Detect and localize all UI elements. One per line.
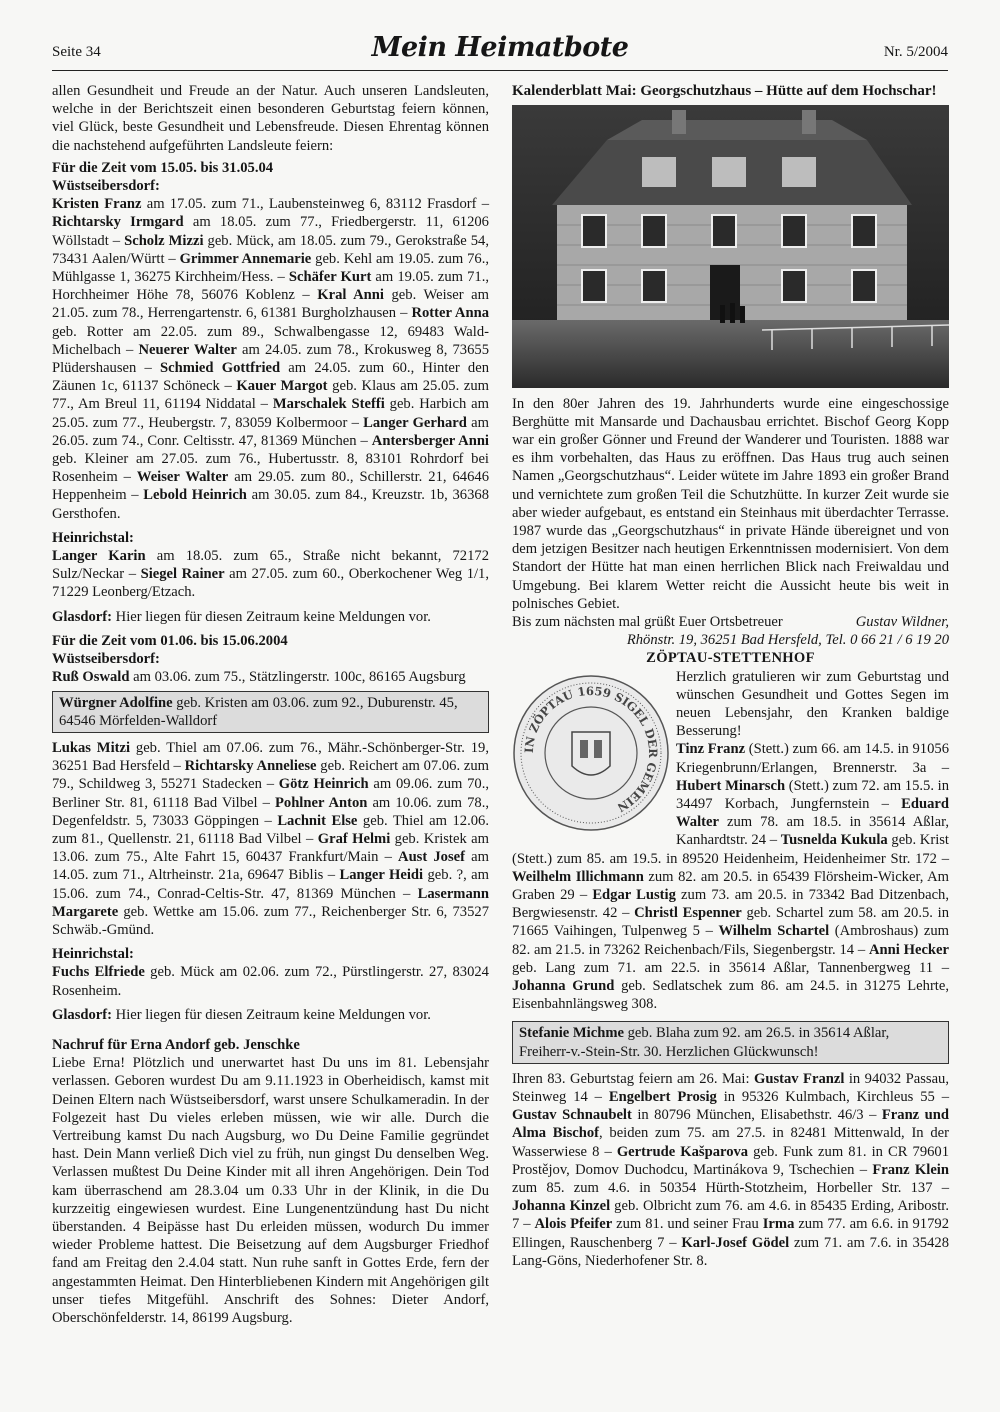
person-details: in 95326 Kulmbach, Kirchleus 55 – (716, 1089, 950, 1106)
person-details: am 14.05. zum 71., Altrheinstr. 21a, 69647 Biblis – (52, 849, 489, 884)
period-heading-2: Für die Zeit vom 01.06. bis 15.06.2004 (52, 632, 288, 649)
highlight-box-michme: Stefanie Michme geb. Blaha zum 92. am 26.5. in 35614 Aßlar, Freiherr-v.-Stein-Str. 30. Herzlichen Glückwunsch! (512, 1021, 949, 1063)
issue-number: Nr. 5/2004 (883, 44, 948, 60)
person-name: Gustav Schnaubelt (512, 1107, 632, 1124)
person-name: Langer Gerhard (363, 414, 467, 431)
person-details: geb. Mück, am 18.05. zum 79., Gerokstraße 54, 73431 Aalen/Württ – (52, 232, 489, 267)
glasdorf-note-1: Glasdorf: Hier liegen für diesen Zeitraum keine Meldungen vor. (52, 608, 431, 625)
person-name: Lebold Heinrich (143, 487, 247, 504)
person-details: in 80796 München, Elisabethstr. 46/3 – (631, 1107, 882, 1124)
person-name: Schmied Gottfried (160, 360, 281, 377)
person-details: geb. Thiel am 07.06. zum 76., Mähr.-Schönberger-Str. 19, 36251 Bad Hersfeld – (52, 739, 489, 775)
person-details: zum 71. am 7.6. in 35428 Lang-Göns, Niederhofener Str. 8. (512, 1234, 949, 1269)
person-details: zum 81. und seiner Frau (612, 1216, 763, 1233)
house-photo-graphic (512, 105, 949, 388)
person-name: Langer Heidi (339, 867, 424, 884)
signature-address: Rhönstr. 19, 36251 Bad Hersfeld, Tel. 0 66 21 / 6 19 20 (626, 632, 949, 649)
person-details: geb. Wettke am 15.06. zum 77., Reichenberger Str. 6, 73527 Schwäb.-Gmünd. (52, 903, 489, 938)
person-details: geb. Rotter am 22.05. zum 89., Schwalbengasse 12, 69483 Wald-Michelbach – (52, 323, 489, 358)
person-name: Wilhelm Schartel (718, 923, 830, 940)
person-details: geb. Weiser am 21.05. zum 78., Herrengartenstr. 6, 61381 Burgholzhausen – (52, 287, 489, 322)
zoeptau-section (512, 668, 949, 1014)
person-name: Fuchs Elfriede (52, 964, 145, 981)
place-heading-wuestseibersdorf-1: Wüstseibersdorf: (52, 178, 160, 195)
person-details: geb. Krist (Stett.) zum 85. am 19.5. in 89520 Heidenheim, Heidenheimer Str. 172 – (512, 832, 949, 867)
person-details: geb. Funk zum 81. in CR 79601 Prostějov, Domov Duchodcu, Martinákova 9, Tschechien – (512, 1143, 950, 1178)
person-details: geb. Schartel zum 58. am 20.5. in 71665 Vaihingen, Tulpenweg 5 – (512, 905, 950, 940)
zoeptau-seal-image (512, 674, 670, 832)
person-details: am 18.05. zum 77., Friedbergerstr. 11, 61206 Wöllstadt – (52, 214, 489, 249)
person-name: Schäfer Kurt (288, 269, 372, 286)
person-details: am 03.06. zum 75., Stätzlingerstr. 100c, 86165 Augsburg (129, 669, 466, 686)
person-details: am 29.05. zum 80., Schillerstr. 21, 64646 Heppenheim – (52, 469, 489, 504)
person-name: Lasermann Margarete (52, 885, 489, 920)
person-details: zum 78. am 18.5. in 35614 Aßlar, Kanhardtstr. 24 – (676, 814, 949, 849)
person-details: am 18.05. zum 65., Straße nicht bekannt, 72172 Sulz/Neckar – (52, 548, 489, 583)
person-details: (Stett.) zum 72. am 15.5. in 34497 Korbach, Jungfernstein – (676, 777, 949, 812)
person-name: Marschalek Steffi (272, 396, 385, 413)
person-name: Franz Klein (872, 1161, 949, 1178)
glasdorf-note-2: Glasdorf: Hier liegen für diesen Zeitraum keine Meldungen vor. (52, 1006, 431, 1023)
calendar-text: In den 80er Jahren des 19. Jahrhunderts wurde eine eingeschossige Berghütte mit Mansarde und Dachausbau errichtet. Bischof Georg Kopp war ein großer Gönner und Freund der Wanderer und Touristen. 1888 war es ihm vorbehalten, das Haus zu eröffnen. Das Haus trug auch seinen Namen „Georgschutzhaus“. Leider wütete im Jahre 1893 ein großer Brand und vernichtete zum großen Teil die Schutzhütte. In kurzer Zeit wurde sie aber wieder aufgebaut, es entstand ein Steinhaus mit überdachter Terrasse. 1987 wurde das „Georgschutzhaus“ in private Hände übereignet und von dem jetzigen Besitzer nach heutigen Erkenntnissen modernisiert. Von dem Standort der Hütte hat man einen herrlichen Blick nach Freiwaldau und Umgebung. Bei klarem Wetter reicht die Aussicht heute bis weit in polnisches Gebiet. (512, 395, 949, 612)
person-details: geb. Harbich am 25.05. zum 77., Heubergstr. 7, 83059 Kolbermoor – (52, 396, 489, 431)
person-name: Tinz Franz (676, 741, 746, 758)
person-name: Antersberger Anni (371, 432, 489, 449)
place-heading-wuestseibersdorf-2: Wüstseibersdorf: (52, 651, 160, 668)
person-details: geb. Olbricht zum 76. am 4.6. in 85435 Erding, Aribostr. 7 – (512, 1198, 949, 1233)
person-details: geb. Thiel am 12.06. zum 81., Quellenstr. 21, 61118 Bad Vilbel – (52, 812, 489, 847)
person-name: Langer Karin (52, 548, 146, 565)
person-details: geb. Lang zum 71. am 22.5. in 35614 Aßlar, Tannenbergweg 11 – (512, 959, 949, 976)
person-details: am 17.05. zum 71., Laubensteinweg 6, 83112 Frasdorf – (141, 196, 489, 213)
person-details: (Stett.) zum 66. am 14.5. in 91056 Kriegenbrunn/Erlangen, Brennerstr. 3a – (676, 741, 949, 776)
person-name: Siegel Rainer (140, 566, 225, 583)
person-name: Gertrude Kašparova (616, 1143, 749, 1160)
person-name: Kauer Margot (236, 378, 328, 395)
person-name: Richtarsky Irmgard (52, 214, 184, 231)
person-name: Ruß Oswald (52, 669, 130, 686)
birthday-list-wuest-1 (52, 195, 489, 523)
person-details: geb. Klaus am 25.05. zum 77., Am Breul 11, 61194 Niddatal – (52, 378, 489, 413)
person-name: Eduard Walter (676, 795, 949, 831)
person-details: am 10.06. zum 78., Degenfeldstr. 5, 73033 Göppingen – (52, 794, 489, 829)
person-details: geb. Kleiner am 27.05. zum 76., Hubertusstr. 8, 83101 Rohrdorf bei Rosenheim – (52, 451, 489, 486)
period-heading-1: Für die Zeit vom 15.05. bis 31.05.04 (52, 159, 274, 176)
zoeptau-intro: Herzlich gratulieren wir zum Geburtstag und wünschen Gesundheit und Gottes Segen im neuen Lebensjahr, den Kranken baldige Besserung! (676, 668, 949, 740)
person-name: Pohlner Anton (274, 794, 368, 811)
left-column (52, 82, 489, 1327)
person-name: Götz Heinrich (278, 776, 369, 793)
person-name: Neuerer Walter (138, 341, 237, 358)
person-name: Franz und Alma Bischof (512, 1107, 949, 1142)
masthead-title: Mein Heimatbote (371, 32, 629, 63)
place-heading-heinrichstal-2: Heinrichstal: (52, 946, 134, 963)
person-name: Aust Josef (398, 849, 465, 866)
person-name: Weilhelm Illichmann (512, 868, 644, 885)
page-number: Seite 34 (52, 44, 101, 60)
person-name: Scholz Mizzi (124, 232, 204, 249)
person-name: Weiser Walter (136, 469, 229, 486)
obituary-text: Liebe Erna! Plötzlich und unerwartet hast Du uns im 81. Lebensjahr verlassen. Geboren wurdest Du am 9.11.1923 in Oberheidisch, kamst mit Deinen Eltern nach Wüstseibersdorf, warst unsere Schulkameradin. In der Folgezeit hast Du vieles erleben müssen, wie wir alle. Durch die Vertreibung kamst Du nach Augsburg, wo Du Deine Familie gegründet hast. Dein Mann verließ Dich viel zu früh, nun gingst Du denselben Weg. Verlassen mußtest Du Deine Kinder mit all ihren Angehörigen. Dein Tod kam überraschend am 28.3.04 um 0.33 Uhr in der Klinik, in die Du kurzzeitig eingewiesen wurdest. Eine Lungenentzündung hast Du nicht überstanden. 4 Beipässe hast Du erleiden müssen, wodurch Du immer wieder Probleme hattest. Die Beisetzung auf dem Augsburger Friedhof fand am Freitag den 2.4.04 statt. Nun ruhe sanft in Gottes Erde, fern der angestammten Heimat. Den Hinterbliebenen Kindern mit Angehörigen gilt unser tiefes Mitgefühl. Anschrift des Sohnes: Dieter Andorf, Oberschönfelderstr. 14, 86199 Augsburg. (52, 1055, 489, 1326)
person-name: Alois Pfeifer (534, 1216, 613, 1233)
person-details: am 19.05. zum 71., Horchheimer Höhe 78, 56076 Koblenz – (52, 269, 489, 304)
person-name: Karl-Josef Gödel (681, 1234, 790, 1251)
highlight-box-wuergner: Würgner Adolfine geb. Kristen am 03.06. zum 92., Duburenstr. 45, 64546 Mörfelden-Walldorf (52, 691, 489, 733)
person-name: Edgar Lustig (592, 886, 676, 903)
person-details: am 27.05. zum 60., Oberkochener Weg 1/1, 71229 Leonberg/Etzach. (52, 566, 489, 601)
birthday-list-wuest-2 (52, 668, 489, 686)
person-details: zum 73. am 20.5. in 73342 Bad Ditzenbach, Bergwiesenstr. 42 – (512, 886, 949, 922)
person-name: Kral Anni (317, 287, 384, 304)
seal-lettering: IN ZÖPTAU 1659 SIGEL DER GEMEIN (521, 683, 661, 815)
section-title-zoeptau: ZÖPTAU-STETTENHOF (646, 650, 815, 667)
greeting-line: Bis zum nächsten mal grüßt Euer Ortsbetreuer Gustav Wildner, (512, 613, 949, 630)
person-details: am 24.05. zum 60., Hinter den Zäunen 1c, 61137 Schöneck – (52, 360, 489, 395)
birthday-list-heinr-1 (52, 547, 489, 602)
birthday-list-heinr-2 (52, 963, 489, 999)
intro-paragraph: allen Gesundheit und Freude an der Natur. Auch unseren Landsleuten, welche in der Berichtszeit einen besonderen Geburtstag feiern können, viel Glück, beste Gesundheit und Lebensfreude. Diesen Ehrentag können die nachstehend aufgeführten Landsleute feiern: (52, 83, 489, 154)
person-details: geb. Kristek am 13.06. zum 75., Alte Fahrt 15, 60437 Frankfurt/Main – (52, 830, 489, 866)
person-name: Johanna Grund (512, 978, 615, 994)
person-details: zum 77. am 6.6. in 91792 Ellingen, Rauschenberg 7 – (512, 1216, 949, 1251)
person-details: (Ambroshaus) zum 82. am 21.5. in 73262 Reichenbach/Fils, Siegenbergstr. 14 – (512, 923, 949, 958)
place-heading-heinrichstal-1: Heinrichstal: (52, 529, 134, 546)
person-details: geb. Reichert am 07.06. zum 79., Schildweg 3, 55271 Stadecken – (52, 758, 489, 793)
obituary-title: Nachruf für Erna Andorf geb. Jenschke (52, 1036, 300, 1053)
person-details: am 09.06. zum 70., Berliner Str. 81, 61118 Bad Vilbel – (52, 776, 489, 811)
person-details: geb. Mück am 02.06. zum 72., Pürstlingerstr. 27, 83024 Rosenheim. (52, 964, 489, 999)
person-details: , beiden zum 75. am 27.5. in 82481 Mittenwald, In der Wasserwiese 8 – (512, 1125, 949, 1160)
person-name: Johanna Kinzel (512, 1198, 611, 1215)
person-name: Grimmer Annemarie (179, 250, 312, 267)
right-column (512, 82, 949, 1270)
person-details: zum 85. zum 4.6. in 50354 Hürth-Stotzheim, Horbeller Str. 137 – (512, 1180, 949, 1197)
person-name: Tusnelda Kukula (780, 832, 888, 849)
georgschutzhaus-photo (512, 105, 949, 388)
person-name: Lachnit Else (277, 812, 358, 829)
person-details: geb. Kehl am 19.05. zum 76., Mühlgasse 1, 36275 Kirchheim/Hess. – (52, 250, 489, 286)
person-name: Irma (762, 1216, 795, 1233)
birthday-list-zoeptau-2: Ihren 83. Geburtstag feiern am 26. Mai: Gustav Franzl in 94032 Passau, Steinweg 14 – Engelbert Prosig in 95326 Kulmbach, Kirchleus 55 – Gustav Schnaubelt in 80796 München, Elisabethstr. 46/3 – Franz und Alma Bischof, beiden zum 75. am 27.5. in 82481 Mittenwald, In der Wasserwiese 8 – Gertrude Kašparova geb. Funk zum 81. in CR 79601 Prostějov, Domov Duchodcu, Martinákova 9, Tschechien – Franz Klein zum 85. zum 4.6. in 50354 Hürth-Stotzheim, Horbeller Str. 137 – Johanna Kinzel geb. Olbricht zum 76. am 4.6. in 85435 Erding, Aribostr. 7 – Alois Pfeifer zum 81. und seiner Frau Irma zum 77. am 6.6. in 91792 Ellingen, Rauschenberg 7 – Karl-Josef Gödel zum 71. am 7.6. in 35428 Lang-Göns, Niederhofener Str. 8. (512, 1070, 950, 1269)
person-details: in 94032 Passau, Steinweg 14 – (512, 1070, 949, 1106)
person-details: am 26.05. zum 74., Conr. Celtisstr. 47, 81369 München – (52, 414, 489, 449)
person-details: am 30.05. zum 84., Kreuzstr. 1b, 36368 Gersthofen. (52, 487, 489, 522)
page-header (52, 30, 948, 71)
person-name: Richtarsky Anneliese (184, 758, 317, 775)
person-details: geb. ?, am 15.06. zum 74., Conrad-Celtis-Str. 47, 81369 München – (52, 867, 489, 902)
birthday-list-wuest-3 (52, 739, 489, 939)
person-details: zum 82. am 20.5. in 65439 Flörsheim-Wicker, Am Graben 29 – (512, 868, 949, 903)
person-details: geb. Sedlatschek zum 86. am 24.5. in 31275 Lehrte, Eisenbahnlängsweg 308. (512, 978, 949, 1013)
person-name: Engelbert Prosig (608, 1089, 717, 1106)
person-details: am 24.05. zum 78., Krokusweg 8, 73655 Plüdershausen – (52, 341, 489, 377)
person-name: Gustav Franzl (753, 1070, 845, 1087)
person-name: Anni Hecker (868, 941, 949, 958)
person-name: Lukas Mitzi (52, 739, 131, 756)
person-name: Kristen Franz (52, 196, 142, 213)
signature-name: Gustav Wildner, (855, 613, 949, 630)
person-name: Hubert Minarsch (676, 777, 786, 794)
person-name: Christl Espenner (634, 905, 742, 922)
calendar-title: Kalenderblatt Mai: Georgschutzhaus – Hütte auf dem Hochschar! (512, 83, 937, 99)
person-name: Graf Helmi (317, 830, 391, 847)
person-name: Rotter Anna (411, 305, 489, 322)
